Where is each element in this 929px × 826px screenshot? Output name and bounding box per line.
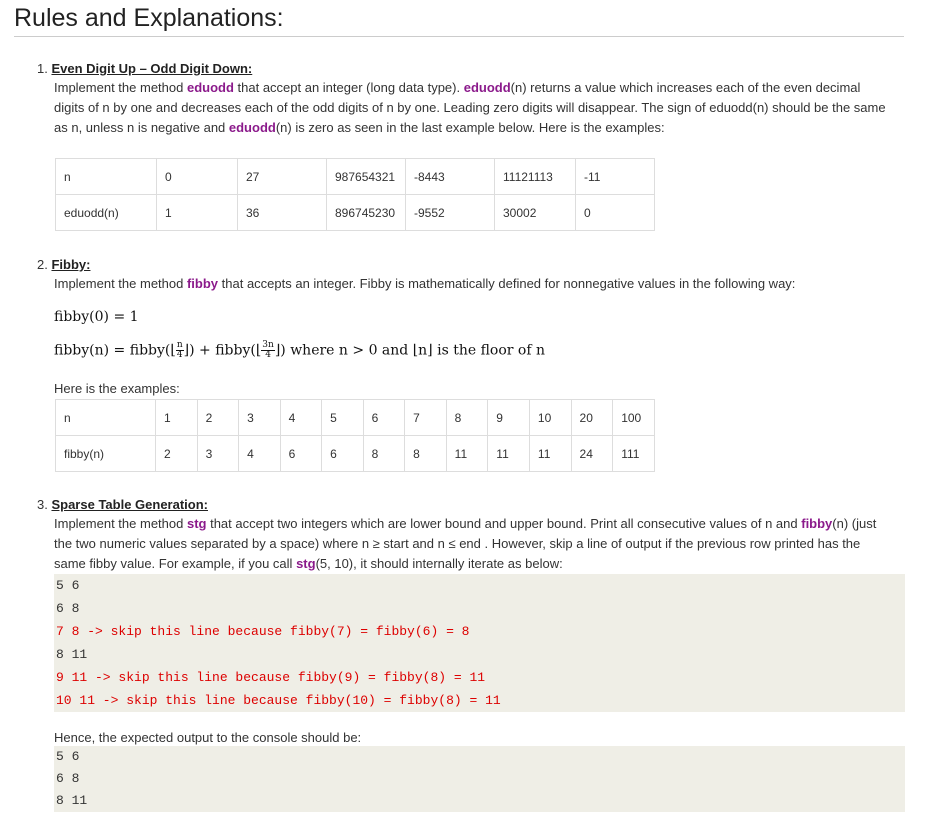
fraction-1-denominator: 4 <box>176 350 183 360</box>
table-cell: 111 <box>613 436 655 472</box>
fibby-base-case: fibby(0) = 1 <box>54 309 139 325</box>
section-1-number: 1. <box>37 61 48 76</box>
table-cell: 100 <box>613 400 655 436</box>
fraction-2-denominator: 4 <box>265 350 271 360</box>
description-text: (n) is zero as seen in the last example below. Here is the examples: <box>275 120 665 135</box>
skipped-line: 9 11 -> skip this line because fibby(9) = fibby(8) = 11 <box>56 670 486 685</box>
internal-iteration-code-block <box>54 574 905 712</box>
table-cell: -9552 <box>406 195 495 231</box>
description-text: that accept two integers which are lower bound and upper bound. Print all consecutive values of n and <box>206 516 802 531</box>
table-cell: 1 <box>157 195 238 231</box>
section-2-description <box>54 274 894 294</box>
table-cell: -8443 <box>406 159 495 195</box>
row-label-cell: eduodd(n) <box>56 195 157 231</box>
section-2-number: 2. <box>37 257 48 272</box>
description-text: Implement the method <box>54 516 187 531</box>
fibby-examples-table <box>55 399 655 472</box>
section-1-heading <box>37 61 252 76</box>
section-1-description <box>54 78 894 138</box>
table-cell: 4 <box>239 436 281 472</box>
table-cell: 987654321 <box>327 159 406 195</box>
table-cell: 0 <box>157 159 238 195</box>
table-cell: 1 <box>156 400 198 436</box>
description-text: that accepts an integer. Fibby is mathematically defined for nonnegative values in the following way: <box>218 276 796 291</box>
fibby-recurrence <box>54 341 545 360</box>
table-cell: 5 <box>322 400 364 436</box>
table-cell: 0 <box>576 195 655 231</box>
table-cell: 6 <box>363 400 405 436</box>
fraction-1-numerator: n <box>176 340 183 350</box>
output-line: 6 8 <box>56 771 80 786</box>
description-text: (n) (just the two numeric values separated by a space) where n ≥ start and n ≤ end . However, skip a line of output if the previous row printed has the same fibby value. For example, if you call <box>54 516 877 571</box>
recurrence-lhs: fibby(n) = fibby(⌊ <box>54 342 176 359</box>
table-cell: 11121113 <box>495 159 576 195</box>
method-name-keyword: eduodd <box>186 80 234 95</box>
table-cell: 6 <box>322 436 364 472</box>
table-cell: 36 <box>238 195 327 231</box>
table-row <box>56 195 655 231</box>
recurrence-tail: ⌋) where n > 0 and ⌊n⌋ is the floor of n <box>274 342 545 359</box>
table-cell: 896745230 <box>327 195 406 231</box>
output-line: 6 8 <box>56 601 80 616</box>
row-label-cell: n <box>56 400 156 436</box>
method-name-keyword: fibby <box>186 276 219 291</box>
table-cell: 30002 <box>495 195 576 231</box>
table-cell: 20 <box>571 400 613 436</box>
description-text: Implement the method <box>54 276 187 291</box>
section-3-number: 3. <box>37 497 48 512</box>
output-line: 5 6 <box>56 749 80 764</box>
method-name-keyword: fibby <box>801 516 833 531</box>
section-3-title: Sparse Table Generation: <box>51 497 208 512</box>
table-cell: 24 <box>571 436 613 472</box>
section-3-description <box>54 514 894 574</box>
table-cell: 8 <box>446 400 488 436</box>
output-line: 5 6 <box>56 578 80 593</box>
expected-output-code-block <box>54 746 905 812</box>
section-1-title: Even Digit Up – Odd Digit Down: <box>51 61 253 76</box>
table-row <box>56 436 655 472</box>
description-text: (n) returns a value which increases each of the even decimal digits of n by one and decreases each of the odd digits of n by one. Leading zero digits will disappear. The sign of eduodd(n) should be the same as n, unless n is negative and <box>54 80 886 135</box>
table-cell: 8 <box>363 436 405 472</box>
page-title: Rules and Explanations: <box>14 4 284 32</box>
table-cell: 9 <box>488 400 530 436</box>
method-name-keyword: eduodd <box>463 80 511 95</box>
table-cell: 27 <box>238 159 327 195</box>
fraction-3n-over-4 <box>261 341 275 360</box>
table-cell: 2 <box>197 400 239 436</box>
table-cell: 7 <box>405 400 447 436</box>
table-cell: -11 <box>576 159 655 195</box>
section-2-title: Fibby: <box>51 257 91 272</box>
table-cell: 2 <box>156 436 198 472</box>
table-cell: 6 <box>280 436 322 472</box>
table-header-row <box>56 159 655 195</box>
method-name-keyword: eduodd <box>228 120 276 135</box>
description-text: (5, 10), it should internally iterate as below: <box>315 556 563 571</box>
section-2-heading <box>37 257 90 272</box>
description-text: Implement the method <box>54 80 187 95</box>
fibby-examples-label: Here is the examples: <box>54 381 180 396</box>
table-cell: 11 <box>529 436 571 472</box>
table-cell: 3 <box>197 436 239 472</box>
table-cell: 8 <box>405 436 447 472</box>
table-cell: 11 <box>488 436 530 472</box>
fraction-2-numerator: 3n <box>262 340 274 350</box>
method-name-keyword: stg <box>296 556 316 571</box>
output-line: 8 11 <box>56 647 88 662</box>
table-cell: 10 <box>529 400 571 436</box>
description-text: that accept an integer (long data type). <box>233 80 464 95</box>
skipped-line: 10 11 -> skip this line because fibby(10) = fibby(8) = 11 <box>56 693 501 708</box>
recurrence-mid: ⌋) + fibby(⌊ <box>183 342 262 359</box>
table-cell: 4 <box>280 400 322 436</box>
table-cell: 3 <box>239 400 281 436</box>
row-label-cell: n <box>56 159 157 195</box>
method-name-keyword: stg <box>186 516 207 531</box>
table-cell: 11 <box>446 436 488 472</box>
fraction-n-over-4 <box>176 341 184 360</box>
skipped-line: 7 8 -> skip this line because fibby(7) = fibby(6) = 8 <box>56 624 470 639</box>
expected-output-label: Hence, the expected output to the console should be: <box>54 730 362 745</box>
eduodd-examples-table <box>55 158 655 231</box>
row-label-cell: fibby(n) <box>56 436 156 472</box>
title-divider <box>14 36 904 37</box>
section-3-heading <box>37 497 208 512</box>
output-line: 8 11 <box>56 793 88 808</box>
table-header-row <box>56 400 655 436</box>
